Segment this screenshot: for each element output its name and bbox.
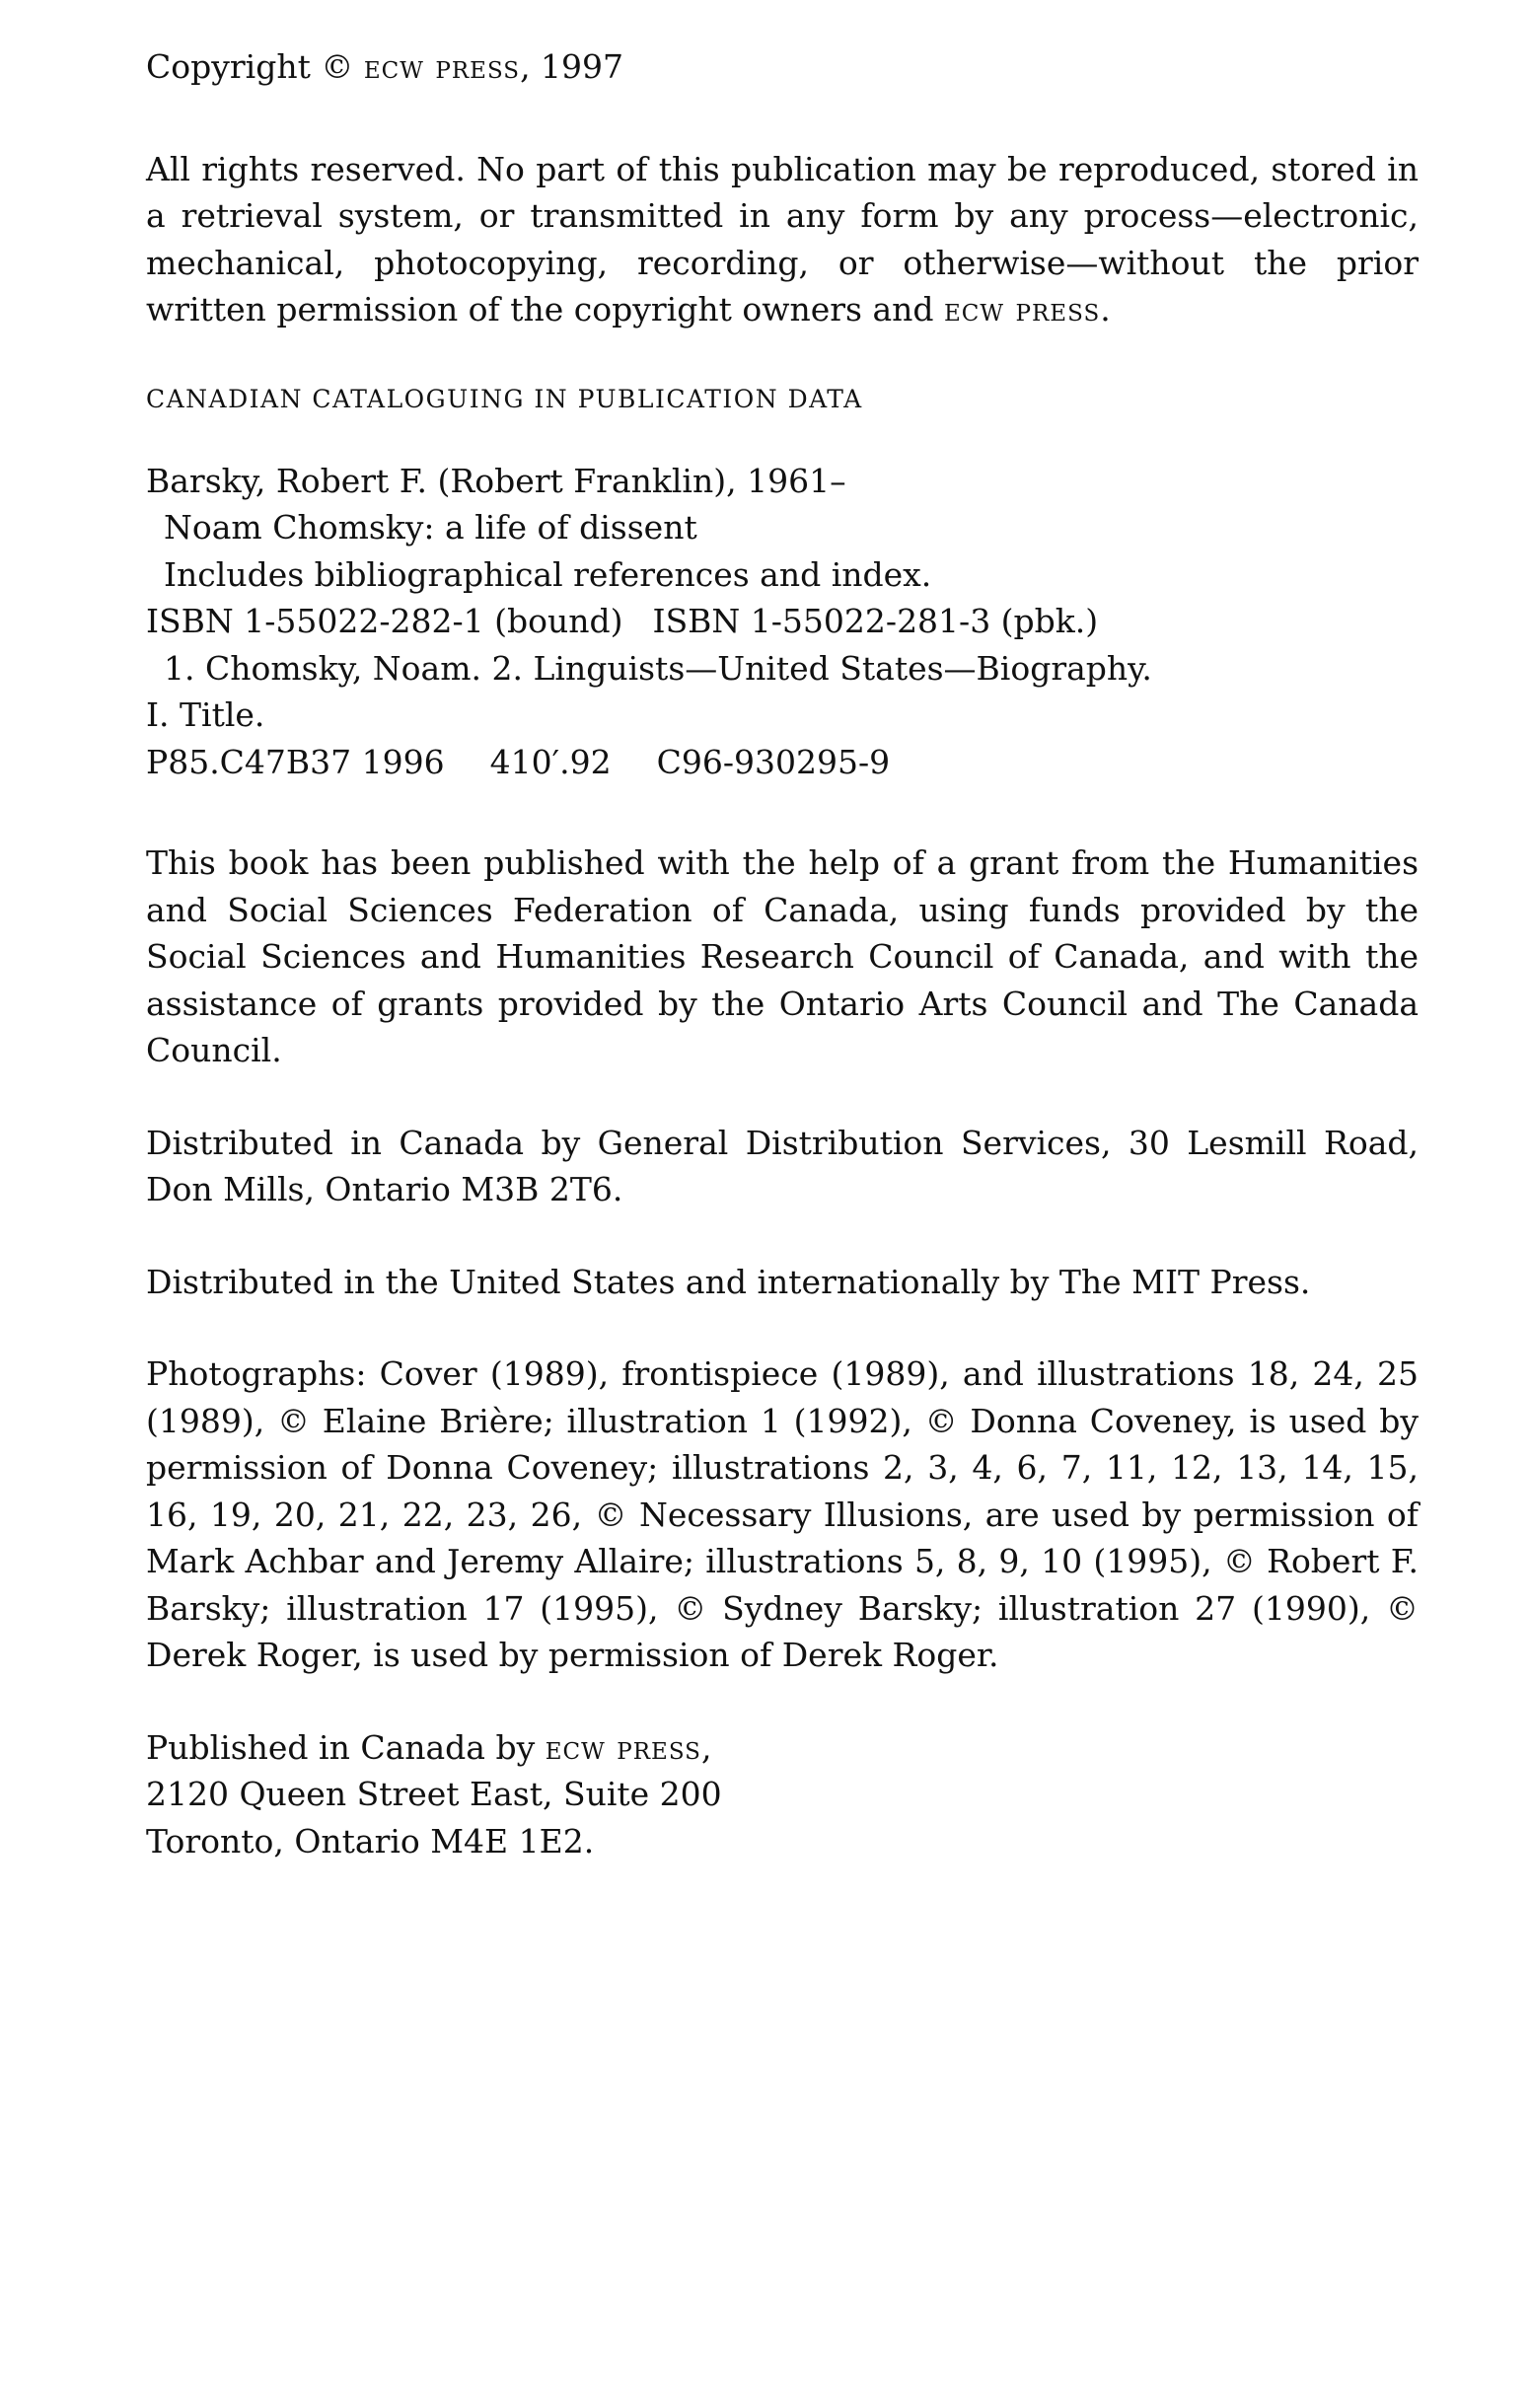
cip-author: Barsky, Robert F. (Robert Franklin), 1961– xyxy=(146,461,846,500)
photo-credits: Photographs: Cover (1989), frontispiece (1989), and illustrations 18, 24, 25 (1989), © Elaine Brière; illustration 1 (1992), © Donna Coveney, is used by permission of Donna Coveney; illustrations 2, 3, 4, 6, 7, 11, 12, 13, 14, 15, 16, 19, 20, 21, 22, 23, 26, © Necessary Illusions, are used by permission of Mark Achbar and Jeremy Allaire; illustrations 5, 8, 9, 10 (1995), © Robert F. Barsky; illustration 17 (1995), © Sydney Barsky; illustration 27 (1990), © Derek Roger, is used by permission of Derek Roger. xyxy=(146,1354,1419,1674)
rights-notice: All rights reserved. No part of this publication may be reproduced, stored in a retrieval system, or transmitted in any form by any process—electronic, mechanical, photocopying, recording, or otherwise—without the prior written permission of the copyright owners and ecw press. xyxy=(146,149,1419,328)
cip-record xyxy=(146,458,1419,786)
cip-heading: CANADIAN CATALOGUING IN PUBLICATION DATA xyxy=(146,384,863,413)
cip-classification: P85.C47B37 1996 410′.92 C96-930295-9 xyxy=(146,742,891,781)
publisher-address-2: Toronto, Ontario M4E 1E2. xyxy=(146,1821,595,1861)
grant-acknowledgement: This book has been published with the help of a grant from the Humanities and Social Sciences Federation of Canada, using funds provided by the Social Sciences and Humanities Research Council of Canada, and with the assistance of grants provided by the Ontario Arts Council and The Canada Council. xyxy=(146,843,1419,1069)
publisher-address-1: 2120 Queen Street East, Suite 200 xyxy=(146,1775,722,1813)
distribution-us: Distributed in the United States and internationally by The MIT Press. xyxy=(146,1262,1311,1301)
copyright-page xyxy=(146,43,1419,1864)
distribution-canada: Distributed in Canada by General Distribution Services, 30 Lesmill Road, Don Mills, Ontario M3B 2T6. xyxy=(146,1123,1419,1208)
cip-title-entry: I. Title. xyxy=(146,695,265,734)
publisher-info xyxy=(146,1724,1419,1865)
press-name: ecw press xyxy=(545,1727,701,1767)
publisher-line: Published in Canada by ecw press, xyxy=(146,1727,712,1767)
cip-subjects: 1. Chomsky, Noam. 2. Linguists—United States—Biography. xyxy=(164,648,1152,688)
cip-isbn: ISBN 1-55022-282-1 (bound) ISBN 1-55022-281-3 (pbk.) xyxy=(146,602,1099,640)
cip-note: Includes bibliographical references and index. xyxy=(164,554,932,594)
press-name: ecw press xyxy=(363,47,521,86)
press-name: ecw press xyxy=(944,290,1101,328)
copyright-line: Copyright © ecw press, 1997 xyxy=(146,47,624,86)
cip-title: Noam Chomsky: a life of dissent xyxy=(164,508,697,547)
